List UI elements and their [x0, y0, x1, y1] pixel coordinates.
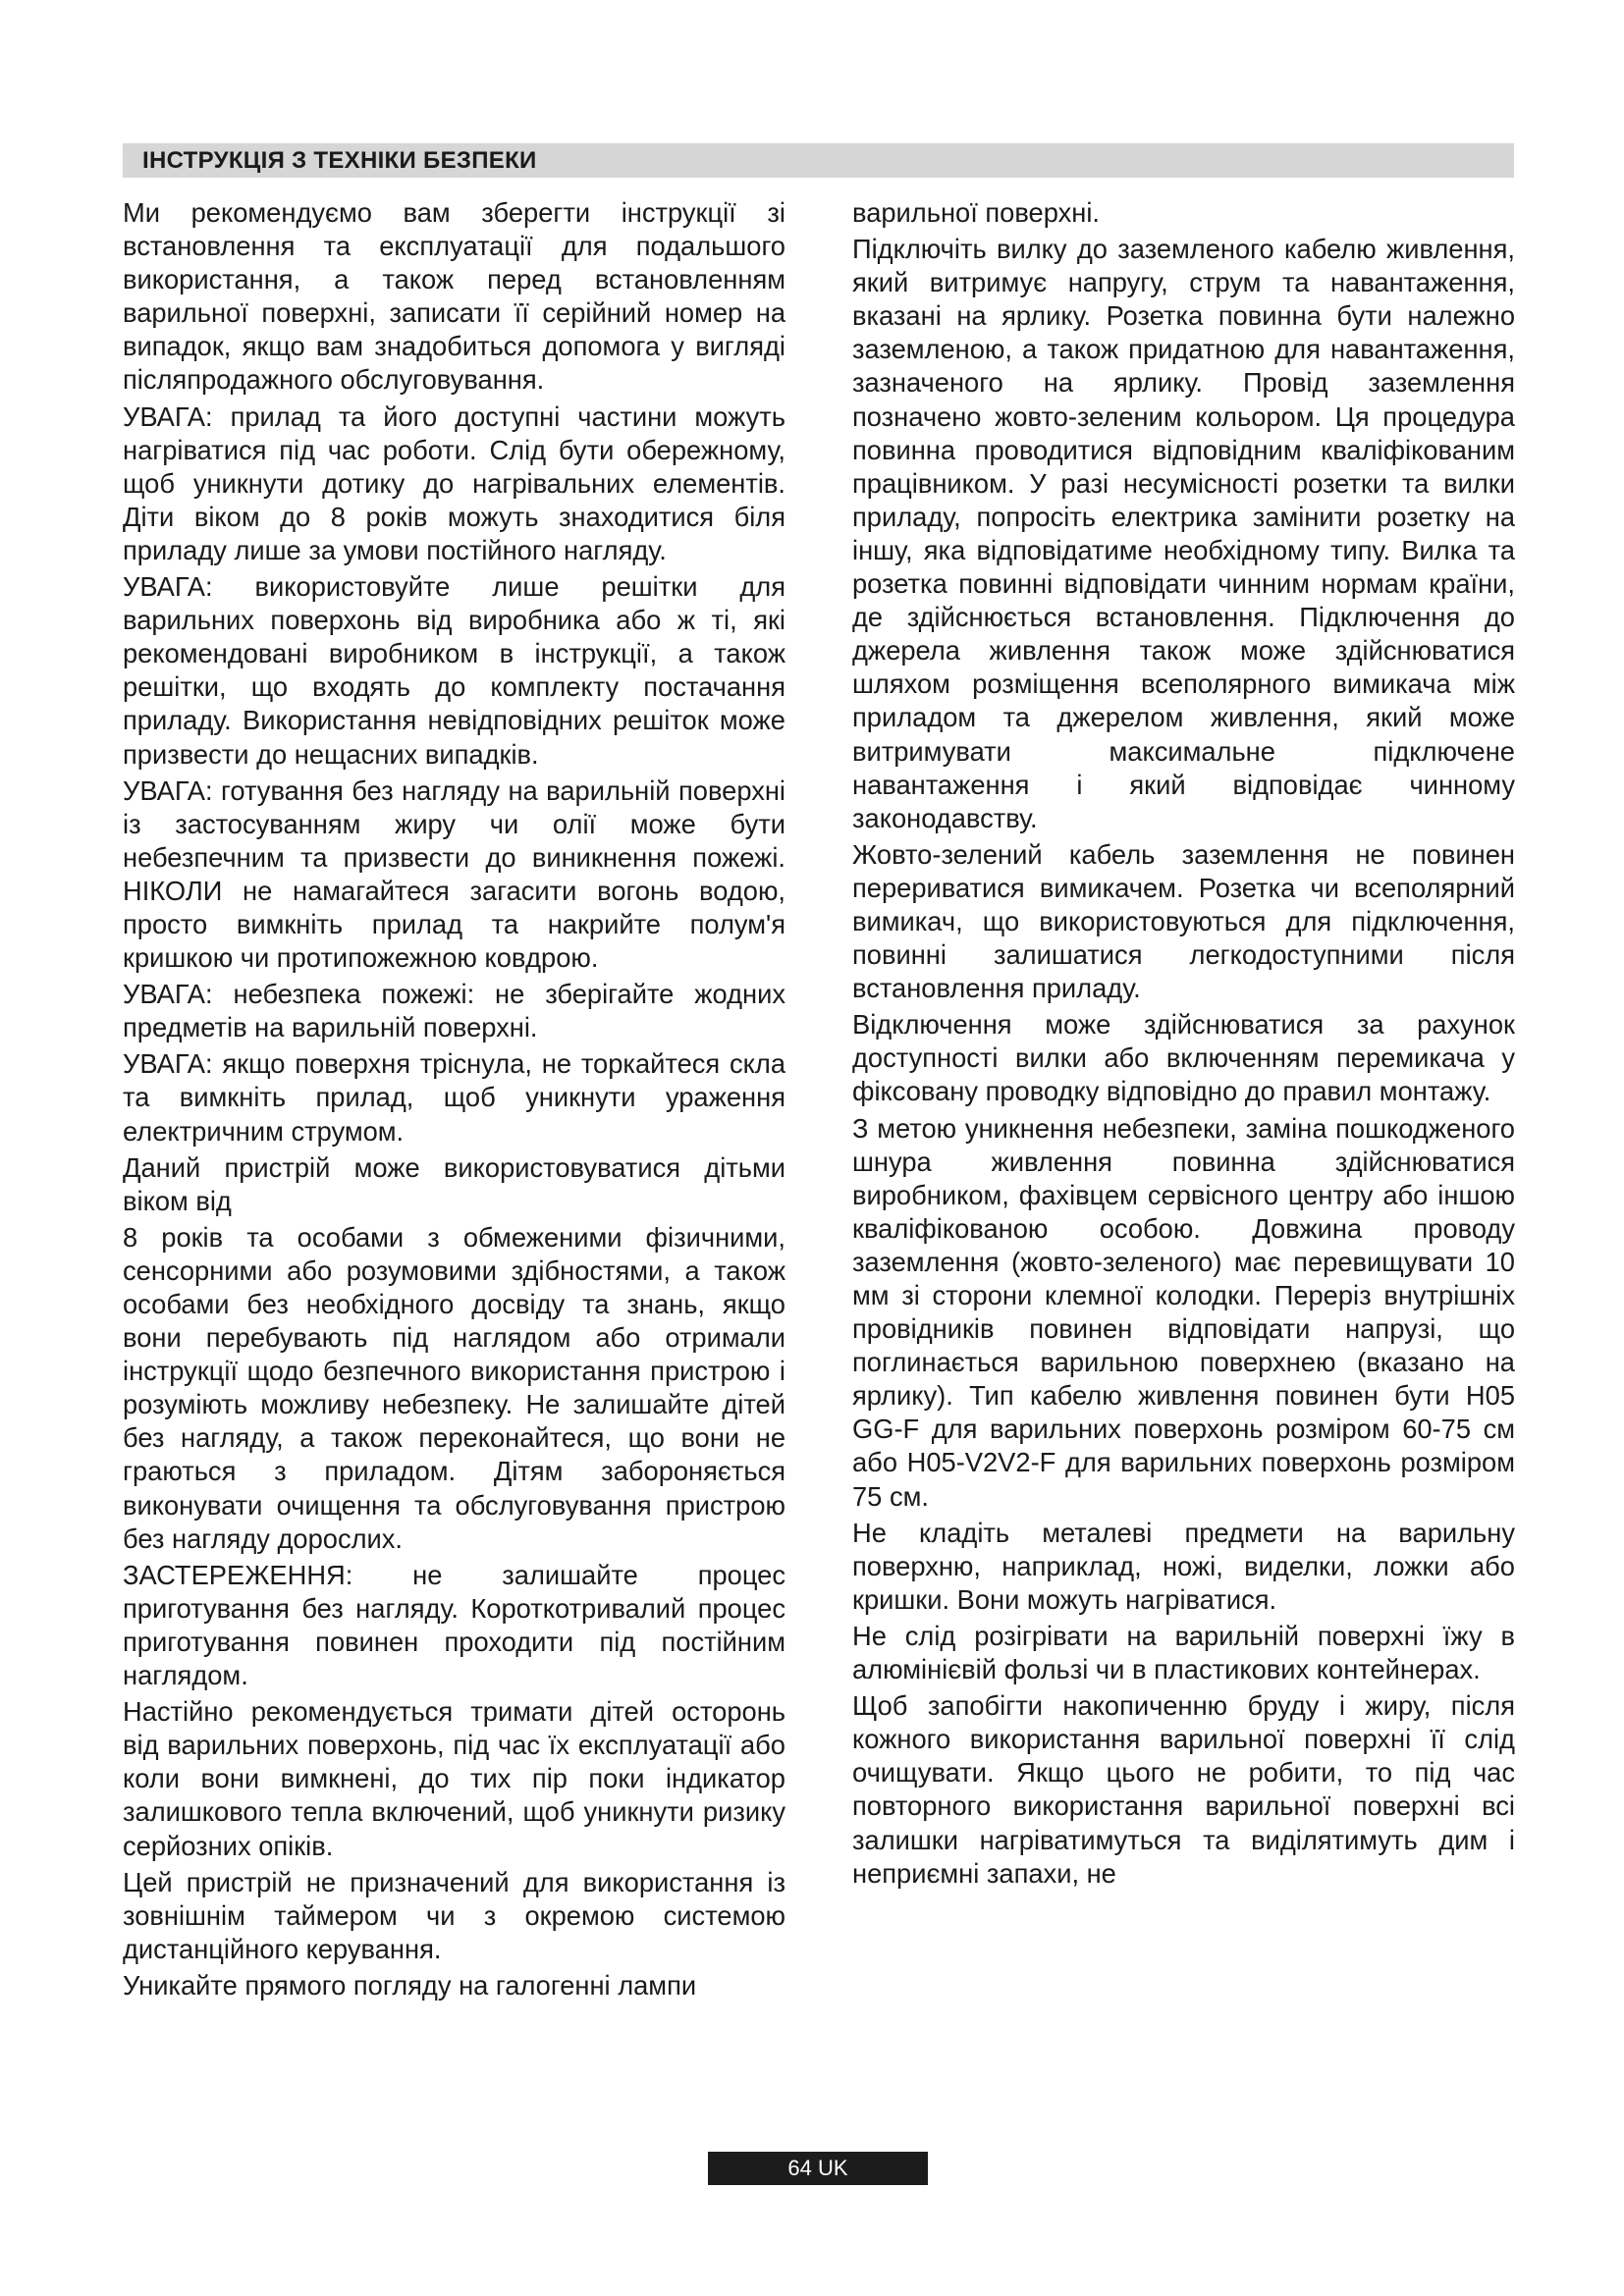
paragraph: Цей пристрій не призначений для використання із зовнішнім таймером чи з окремою системою дистанційного керування.: [123, 1866, 785, 1964]
page-number: 64 UK: [708, 2152, 928, 2185]
paragraph: Ми рекомендуємо вам зберегти інструкції зі встановлення та експлуатації для подальшого використання, а також перед встановленням варильної поверхні, записати її серійний номер на випадок, якщо вам знадобиться допомога у вигляді післяпродажного обслуговування.: [123, 197, 785, 396]
left-column: [123, 196, 785, 2005]
paragraph: Щоб запобігти накопиченню бруду і жиру, після кожного використання варильної поверхні її слід очищувати. Якщо цього не робити, то під час повторного використання варильної поверхні всі залишки нагріватимуться та виділятимуть дим і неприємні запахи, не: [852, 1690, 1515, 1889]
paragraph: 8 років та особами з обмеженими фізичними, сенсорними або розумовими здібностями, а також особами без необхідного досвіду та знань, якщо вони перебувають під наглядом або отримали інструкції щодо безпечного використання пристрою і розуміють можливу небезпеку. Не залишайте дітей без нагляду, а також переконайтеся, що вони не граються з приладом. Дітям забороняється виконувати очищення та обслуговування пристрою без нагляду дорослих.: [123, 1221, 785, 1554]
paragraph: ЗАСТЕРЕЖЕННЯ: не залишайте процес приготування без нагляду. Короткотривалий процес приготування повинен проходити під постійним наглядом.: [123, 1559, 785, 1691]
paragraph: Відключення може здійснюватися за рахунок доступності вилки або включенням перемикача у фіксовану проводку відповідно до правил монтажу.: [852, 1009, 1515, 1107]
section-title: ІНСТРУКЦІЯ З ТЕХНІКИ БЕЗПЕКИ: [142, 147, 537, 174]
paragraph: Даний пристрій може використовуватися дітьми віком від: [123, 1151, 785, 1216]
paragraph: Підключіть вилку до заземленого кабелю живлення, який витримує напругу, струм та навантаження, вказані на ярлику. Розетка повинна бути належно заземленою, а також придатною для навантаження, зазначеного на ярлику. Провід заземлення позначено жовто-зеленим кольором. Ця процедура повинна проводитися відповідним кваліфікованим працівником. У разі несумісності розетки та вилки приладу, попросіть електрика замінити розетку на іншу, яка відповідатиме необхідному типу. Вилка та розетка повинні відповідати чинним нормам країни, де здійснюється встановлення. Підключення до джерела живлення також може здійснюватися шляхом розміщення всеполярного вимикача між приладом та джерелом живлення, який може витримувати максимальне підключене навантаження і який відповідає чинному законодавству.: [852, 234, 1515, 833]
paragraph: УВАГА: прилад та його доступні частини можуть нагріватися під час роботи. Слід бути обережному, щоб уникнути дотику до нагрівальних елементів. Діти віком до 8 років можуть знаходитися біля приладу лише за умови постійного нагляду.: [123, 400, 785, 565]
paragraph: УВАГА: використовуйте лише решітки для варильних поверхонь від виробника або ж ті, які рекомендовані виробником в інструкції, а також решітки, що входять до комплекту постачання приладу. Використання невідповідних решіток може призвести до нещасних випадків.: [123, 571, 785, 770]
paragraph: Не кладіть металеві предмети на варильну поверхню, наприклад, ножі, виделки, ложки або кришки. Вони можуть нагріватися.: [852, 1517, 1515, 1615]
paragraph: Уникайте прямого погляду на галогенні лампи: [123, 1969, 697, 2001]
paragraph: варильної поверхні.: [852, 197, 1100, 228]
paragraph: УВАГА: якщо поверхня тріснула, не торкайтеся скла та вимкніть прилад, щоб уникнути ураження електричним струмом.: [123, 1048, 785, 1147]
paragraph: З метою уникнення небезпеки, заміна пошкодженого шнура живлення повинна здійснюватися виробником, фахівцем сервісного центру або іншою кваліфікованою особою. Довжина проводу заземлення (жовто-зеленого) має перевищувати 10 мм зі сторони клемної колодки. Переріз внутрішніх провідників повинен відповідати напрузі, що поглинається варильною поверхнею (вказано на ярлику). Тип кабелю живлення повинен бути H05 GG-F для варильних поверхонь розміром 60-75 см або H05-V2V2-F для варильних поверхонь розміром 75 см.: [852, 1112, 1515, 1512]
paragraph: УВАГА: готування без нагляду на варильній поверхні із застосуванням жиру чи олії може бути небезпечним та призвести до виникнення пожежі. НІКОЛИ не намагайтеся загасити вогонь водою, просто вимкніть прилад та накрийте полум'я кришкою чи протипожежною ковдрою.: [123, 774, 785, 974]
paragraph: Жовто-зелений кабель заземлення не повинен перериватися вимикачем. Розетка чи всеполярний вимикач, що використовуються для підключення, повинні залишатися легкодоступними після встановлення приладу.: [852, 838, 1515, 1004]
paragraph: Настійно рекомендується тримати дітей осторонь від варильних поверхонь, під час їх експлуатації або коли вони вимкнені, до тих пір поки індикатор залишкового тепла включений, щоб уникнути ризику серйозних опіків.: [123, 1696, 785, 1861]
right-column: [852, 196, 1515, 1894]
section-header-bar: [123, 143, 1514, 178]
paragraph: Не слід розігрівати на варильній поверхні їжу в алюмінієвій фользі чи в пластикових контейнерах.: [852, 1620, 1515, 1685]
paragraph: УВАГА: небезпека пожежі: не зберігайте жодних предметів на варильній поверхні.: [123, 979, 785, 1043]
